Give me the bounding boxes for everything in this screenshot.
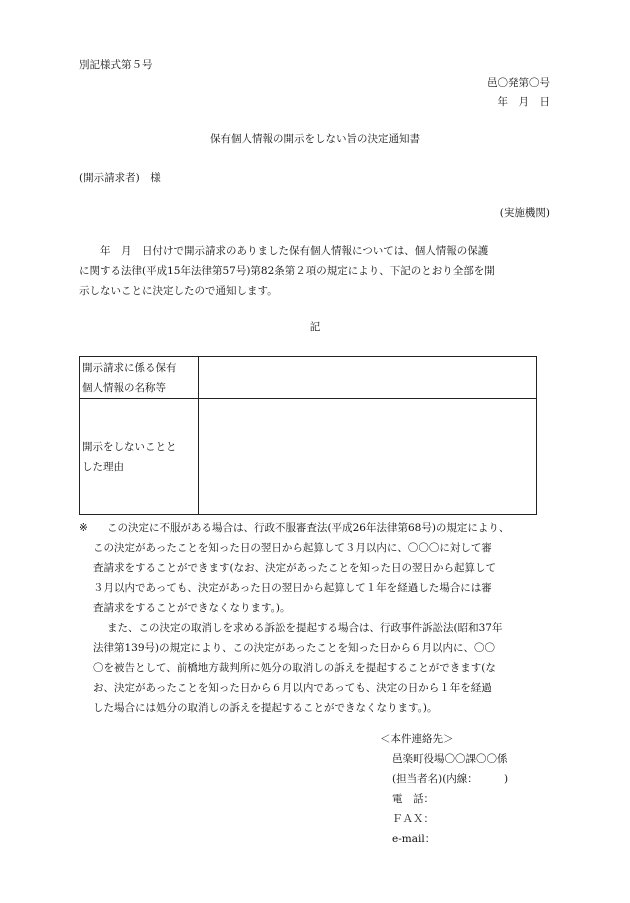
contact-heading: ＜本件連絡先＞ [380, 733, 454, 745]
contact-department: 邑楽町役場〇〇課〇〇係 [392, 753, 508, 765]
document-number: 邑〇発第〇号 [487, 77, 550, 89]
body-line: 年 月 日付けで開示請求のありました保有個人情報については、個人情報の保護 [79, 245, 489, 257]
contact-fax: ＦＡＸ： [392, 813, 434, 825]
table-value-cell [199, 357, 537, 399]
ki-heading: 記 [309, 321, 321, 333]
note-line: 法律第139号)の規定により、この決定があったことを知った日から６月以内に、〇〇 [93, 642, 496, 654]
table-label-line: した理由 [82, 460, 124, 473]
form-number: 別記様式第５号 [79, 59, 153, 71]
note-line: した場合には処分の取消しの訴えを提起することができなくなります。)。 [93, 702, 438, 714]
issuing-agency: (実施機関) [499, 207, 550, 219]
notes-section [79, 518, 559, 718]
table-row [80, 357, 537, 399]
contact-block [380, 729, 508, 849]
contact-person: (担当者名)(内線： ) [392, 773, 509, 785]
issue-date: 年 月 日 [497, 96, 550, 108]
document-title: 保有個人情報の開示をしない旨の決定通知書 [210, 133, 420, 145]
note-line: お、決定があったことを知った日から６月以内であっても、決定の日から１年を経過 [93, 682, 492, 694]
table-row [80, 399, 537, 515]
note-appeal [79, 518, 559, 618]
note-mark: ※ [79, 522, 88, 534]
note-lawsuit [79, 618, 559, 718]
contact-phone: 電 話： [392, 793, 434, 805]
note-line: また、この決定の取消しを求める訴訟を提起する場合は、行政事件訴訟法(昭和37年 [107, 622, 503, 634]
table-label-line: 開示をしないことと [82, 440, 177, 453]
table-label-cell [80, 357, 199, 399]
body-line: に関する法律(平成15年法律第57号)第82条第２項の規定により、下記のとおり全部を開 [79, 265, 495, 277]
table-label-cell [80, 399, 199, 515]
note-line: 査請求をすることができなくなります。)。 [93, 602, 291, 614]
table-label-line: 開示請求に係る保有 [82, 361, 177, 374]
body-paragraph [79, 241, 559, 301]
table-value-cell [199, 399, 537, 515]
note-line: 〇を被告として、前橋地方裁判所に処分の取消しの訴えを提起することができます(な [93, 662, 496, 674]
note-line: この決定に不服がある場合は、行政不服審査法(平成26年法律第68号)の規定により、 [107, 522, 510, 534]
note-line: 査請求をすることができます(なお、決定があったことを知った日の翌日から起算して [93, 562, 496, 574]
note-line: この決定があったことを知った日の翌日から起算して３月以内に、〇〇〇に対して審 [93, 542, 492, 554]
contact-email: e-mail： [392, 833, 436, 845]
table-label-line: 個人情報の名称等 [82, 381, 166, 394]
body-line: 示しないことに決定したので通知します。 [79, 285, 278, 297]
note-line: ３月以内であっても、決定があった日の翌日から起算して１年を経過した場合には審 [93, 582, 492, 594]
details-table [79, 356, 537, 515]
addressee: (開示請求者) 様 [79, 172, 161, 184]
